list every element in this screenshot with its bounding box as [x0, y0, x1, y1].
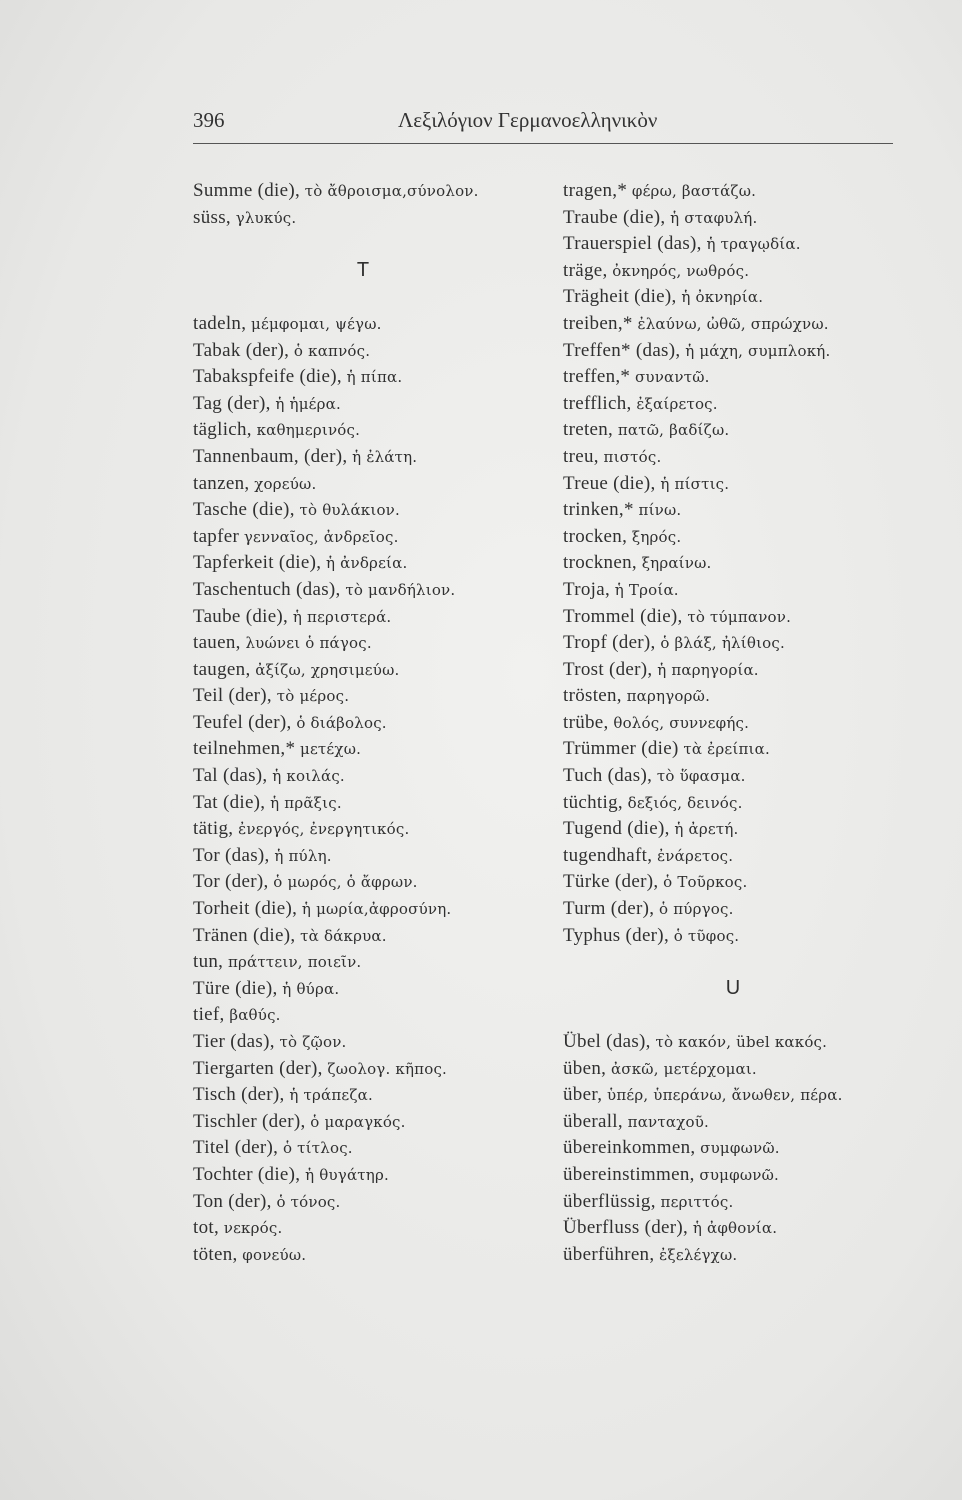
- german-headword: über,: [563, 1084, 603, 1106]
- greek-translation: ὀκνηρός, νωθρός.: [612, 261, 750, 280]
- greek-translation: ἡ μάχη, συμπλοκή.: [685, 341, 831, 360]
- greek-translation: τὸ ζῷον.: [279, 1033, 347, 1052]
- german-headword: tugendhaft,: [563, 844, 653, 866]
- dictionary-entry: [563, 497, 953, 524]
- dictionary-entry: [193, 1162, 553, 1189]
- greek-translation: ἐνεργός, ἐνεργητικός.: [238, 820, 410, 839]
- greek-translation: ἐνάρετος.: [657, 846, 734, 865]
- dictionary-entry: [193, 471, 553, 498]
- german-headword: Titel (der),: [193, 1137, 279, 1159]
- dictionary-entry: [563, 311, 953, 338]
- dictionary-entry: [193, 657, 553, 684]
- dictionary-entry: [563, 1215, 953, 1242]
- german-headword: Turm (der),: [563, 898, 655, 920]
- german-headword: übereinkommen,: [563, 1137, 696, 1159]
- dictionary-entry: [193, 1215, 553, 1242]
- dictionary-entry: [563, 869, 953, 896]
- german-headword: Überfluss (der),: [563, 1217, 689, 1239]
- dictionary-entry: [193, 1109, 553, 1136]
- dictionary-entry: [563, 577, 953, 604]
- greek-translation: τὸ ὕφασμα.: [656, 767, 746, 786]
- german-headword: täglich,: [193, 419, 252, 441]
- dictionary-entry: [193, 896, 553, 923]
- greek-translation: ἡ μωρία,ἀφροσύνη.: [301, 900, 452, 919]
- dictionary-entry: [563, 444, 953, 471]
- greek-translation: ὁ τῦφος.: [673, 926, 740, 945]
- german-headword: tüchtig,: [563, 791, 623, 813]
- dictionary-entry: [563, 683, 953, 710]
- german-headword: töten,: [193, 1243, 238, 1265]
- german-headword: Tränen (die),: [193, 924, 296, 946]
- german-headword: treffen,*: [563, 366, 631, 388]
- german-headword: tun,: [193, 951, 224, 973]
- dictionary-entry: [193, 497, 553, 524]
- german-headword: Tier (das),: [193, 1031, 275, 1053]
- dictionary-entry: [193, 205, 553, 232]
- header-rule: [193, 143, 893, 144]
- greek-translation: ἡ πίπα.: [346, 368, 403, 387]
- dictionary-entry: [193, 1029, 553, 1056]
- german-headword: Türe (die),: [193, 977, 278, 999]
- german-headword: Tat (die),: [193, 791, 266, 813]
- dictionary-entry: [193, 550, 553, 577]
- german-headword: trocknen,: [563, 552, 637, 574]
- greek-translation: ξηραίνω.: [641, 554, 712, 573]
- dictionary-entry: [193, 843, 553, 870]
- dictionary-entry: [563, 816, 953, 843]
- greek-translation: δεξιός, δεινός.: [627, 793, 743, 812]
- dictionary-entry: [563, 205, 953, 232]
- dictionary-entry: [563, 1082, 953, 1109]
- german-headword: tragen,*: [563, 180, 628, 201]
- german-headword: Tischler (der),: [193, 1110, 306, 1132]
- greek-translation: ὁ τίτλος.: [282, 1139, 353, 1158]
- german-headword: üben,: [563, 1057, 607, 1079]
- german-headword: Tasche (die),: [193, 499, 295, 521]
- greek-translation: πανταχοῦ.: [627, 1112, 709, 1131]
- dictionary-entry: [563, 258, 953, 285]
- dictionary-entry: [563, 524, 953, 551]
- dictionary-entry: [563, 710, 953, 737]
- dictionary-entry: [193, 604, 553, 631]
- dictionary-entry: [563, 1162, 953, 1189]
- dictionary-entry: [193, 1082, 553, 1109]
- greek-translation: ἡ Τροία.: [614, 580, 679, 599]
- greek-translation: ἐξαίρετος.: [636, 394, 718, 413]
- german-headword: tapfer: [193, 525, 240, 547]
- german-headword: treiben,*: [563, 312, 633, 334]
- greek-translation: ἡ ἐλάτη.: [352, 447, 418, 466]
- greek-translation: ἡ θύρα.: [282, 979, 340, 998]
- german-headword: Trümmer (die): [563, 738, 679, 760]
- dictionary-entry: [193, 338, 553, 365]
- greek-translation: ἐλαύνω, ὠθῶ, σπρώχνω.: [637, 314, 829, 333]
- greek-translation: φέρω, βαστάζω.: [631, 182, 757, 200]
- greek-translation: ἡ ἀφθονία.: [692, 1219, 778, 1238]
- greek-translation: ἡ ἡμέρα.: [275, 394, 341, 413]
- greek-translation: ἡ πίστις.: [660, 474, 730, 493]
- greek-translation: τὸ θυλάκιον.: [299, 501, 400, 520]
- german-headword: Tugend (die),: [563, 818, 670, 840]
- german-headword: Teil (der),: [193, 685, 272, 707]
- dictionary-entry: [563, 1029, 953, 1056]
- dictionary-entry: [563, 896, 953, 923]
- german-headword: Tabakspfeife (die),: [193, 366, 342, 388]
- dictionary-entry: [563, 630, 953, 657]
- german-headword: übereinstimmen,: [563, 1163, 695, 1185]
- greek-translation: μέμφομαι, ψέγω.: [251, 314, 382, 333]
- dictionary-entry: [193, 364, 553, 391]
- german-headword: tätig,: [193, 818, 234, 840]
- dictionary-entry: [193, 417, 553, 444]
- greek-translation: τὰ δάκρυα.: [300, 926, 387, 945]
- dictionary-entry: [193, 1002, 553, 1029]
- german-headword: treten,: [563, 419, 614, 441]
- dictionary-entry: [563, 364, 953, 391]
- german-headword: Tuch (das),: [563, 765, 653, 787]
- german-headword: trübe,: [563, 711, 609, 733]
- german-headword: Tapferkeit (die),: [193, 552, 322, 574]
- greek-translation: πατῶ, βαδίζω.: [617, 421, 730, 440]
- german-headword: Übel (das),: [563, 1031, 651, 1053]
- greek-translation: ἡ παρηγορία.: [657, 660, 759, 679]
- page-number: 396: [193, 108, 225, 132]
- german-headword: Treffen* (das),: [563, 339, 681, 361]
- german-headword: Traube (die),: [563, 206, 666, 228]
- dictionary-entry: [563, 391, 953, 418]
- german-headword: überall,: [563, 1110, 623, 1132]
- dictionary-entry: [193, 524, 553, 551]
- german-headword: tot,: [193, 1217, 220, 1239]
- greek-translation: ἡ πύλη.: [274, 846, 332, 865]
- dictionary-entry: [563, 231, 953, 258]
- dictionary-entry: [193, 1135, 553, 1162]
- greek-translation: ὁ Τοῦρκος.: [663, 873, 748, 892]
- greek-translation: βαθύς.: [229, 1006, 281, 1025]
- dictionary-entry: [563, 550, 953, 577]
- dictionary-entry: [193, 923, 553, 950]
- dictionary-entry: [563, 923, 953, 950]
- german-headword: überflüssig,: [563, 1190, 656, 1212]
- greek-translation: ἡ θυγάτηρ.: [305, 1165, 389, 1184]
- greek-translation: γλυκύς.: [235, 208, 297, 227]
- german-headword: tanzen,: [193, 472, 250, 494]
- greek-translation: ὁ τόνος.: [276, 1192, 341, 1211]
- running-title: Λεξιλόγιον Γερμανοελληνικὸν: [398, 108, 658, 132]
- german-headword: Tag (der),: [193, 392, 271, 414]
- dictionary-entry: [563, 284, 953, 311]
- greek-translation: συναντῶ.: [634, 368, 710, 387]
- greek-translation: ἡ ὀκνηρία.: [681, 288, 764, 307]
- greek-translation: τὸ μέρος.: [276, 687, 350, 706]
- dictionary-entry: [563, 338, 953, 365]
- dictionary-entry: [193, 1189, 553, 1216]
- german-headword: tauen,: [193, 632, 241, 654]
- german-headword: Tannenbaum, (der),: [193, 445, 348, 467]
- greek-translation: ἀξίζω, χρησιμεύω.: [255, 660, 400, 679]
- german-headword: Tisch (der),: [193, 1084, 285, 1106]
- section-letter: U: [725, 977, 741, 1000]
- german-headword: Trost (der),: [563, 658, 653, 680]
- dictionary-entry: [563, 1242, 953, 1269]
- greek-translation: ἡ σταφυλή.: [670, 208, 758, 227]
- greek-translation: ὁ καπνός.: [293, 341, 371, 360]
- dictionary-entry: [193, 311, 553, 338]
- dictionary-entry: [193, 178, 553, 205]
- german-headword: Troja,: [563, 578, 611, 600]
- left-column: [193, 178, 553, 1268]
- german-headword: Tochter (die),: [193, 1163, 301, 1185]
- german-headword: Trommel (die),: [563, 605, 683, 627]
- dictionary-entry: [563, 763, 953, 790]
- greek-translation: ἡ πρᾶξις.: [270, 793, 342, 812]
- greek-translation: περιττός.: [660, 1192, 734, 1211]
- german-headword: Teufel (der),: [193, 711, 292, 733]
- greek-translation: τὸ κακόν, übel κακός.: [655, 1033, 828, 1052]
- page-header: [193, 108, 888, 140]
- german-headword: Tal (das),: [193, 765, 268, 787]
- german-headword: überführen,: [563, 1243, 655, 1265]
- greek-translation: ἡ ἀνδρεία.: [326, 554, 408, 573]
- german-headword: Taschentuch (das),: [193, 578, 341, 600]
- german-headword: tadeln,: [193, 312, 247, 334]
- german-headword: Trägheit (die),: [563, 286, 677, 308]
- greek-translation: τὸ τύμπανον.: [687, 607, 792, 626]
- right-column: [563, 178, 953, 1268]
- greek-translation: συμφωνῶ.: [700, 1139, 780, 1158]
- german-headword: Typhus (der),: [563, 924, 669, 946]
- german-headword: Türke (der),: [563, 871, 659, 893]
- dictionary-entry: [193, 976, 553, 1003]
- dictionary-entry: [563, 1109, 953, 1136]
- greek-translation: ζωολογ. κῆπος.: [327, 1059, 448, 1078]
- greek-translation: ὁ πύργος.: [659, 900, 734, 919]
- dictionary-entry: [193, 683, 553, 710]
- greek-translation: συμφωνῶ.: [699, 1165, 779, 1184]
- section-letter: T: [356, 259, 370, 282]
- greek-translation: ἡ τραγῳδία.: [706, 235, 801, 254]
- german-headword: tief,: [193, 1004, 225, 1026]
- greek-translation: ἡ ἀρετή.: [674, 820, 739, 839]
- greek-translation: ἡ περιστερά.: [292, 607, 392, 626]
- dictionary-entry: [193, 1056, 553, 1083]
- dictionary-entry: [193, 1242, 553, 1269]
- dictionary-entry: [193, 736, 553, 763]
- greek-translation: παρηγορῶ.: [626, 687, 711, 706]
- greek-translation: τὸ μανδήλιον.: [345, 580, 456, 599]
- greek-translation: ἀσκῶ, μετέρχομαι.: [610, 1059, 757, 1078]
- greek-translation: ἡ τράπεζα.: [289, 1086, 373, 1105]
- german-headword: teilnehmen,*: [193, 738, 296, 760]
- dictionary-entry: [563, 1056, 953, 1083]
- german-headword: Trauerspiel (das),: [563, 233, 702, 255]
- german-headword: Ton (der),: [193, 1190, 272, 1212]
- greek-translation: γενναῖος, ἀνδρεῖος.: [243, 527, 399, 546]
- dictionary-entry: [563, 843, 953, 870]
- german-headword: trefflich,: [563, 392, 632, 414]
- german-headword: träge,: [563, 259, 608, 281]
- dictionary-entry: [563, 790, 953, 817]
- greek-translation: καθημερινός.: [256, 421, 361, 440]
- dictionary-entry: [563, 736, 953, 763]
- dictionary-entry: [193, 391, 553, 418]
- german-headword: Tropf (der),: [563, 632, 656, 654]
- german-headword: trocken,: [563, 525, 628, 547]
- dictionary-entry: [563, 417, 953, 444]
- greek-translation: τὸ ἄθροισμα,σύνολον.: [304, 182, 479, 200]
- german-headword: Torheit (die),: [193, 898, 298, 920]
- dictionary-entry: [563, 1135, 953, 1162]
- dictionary-entry: [193, 630, 553, 657]
- greek-translation: φονεύω.: [242, 1245, 307, 1264]
- german-headword: treu,: [563, 445, 599, 467]
- german-headword: Tor (das),: [193, 844, 270, 866]
- german-headword: Tabak (der),: [193, 339, 290, 361]
- greek-translation: πράττειν, ποιεῖν.: [227, 953, 362, 972]
- greek-translation: λυώνει ὁ πάγος.: [245, 634, 372, 653]
- greek-translation: θολός, συννεφής.: [613, 713, 750, 732]
- dictionary-entry: [193, 816, 553, 843]
- german-headword: Tiergarten (der),: [193, 1057, 323, 1079]
- greek-translation: ὁ μωρός, ὁ ἄφρων.: [273, 873, 418, 892]
- german-headword: Summe (die),: [193, 180, 301, 201]
- greek-translation: νεκρός.: [223, 1219, 283, 1238]
- greek-translation: ἡ κοιλάς.: [272, 767, 345, 786]
- german-headword: trösten,: [563, 685, 622, 707]
- greek-translation: χορεύω.: [254, 474, 317, 493]
- dictionary-entry: [193, 444, 553, 471]
- german-headword: Tor (der),: [193, 871, 269, 893]
- greek-translation: ἐξελέγχω.: [659, 1245, 738, 1264]
- greek-translation: ξηρός.: [631, 527, 682, 546]
- dictionary-entry: [193, 869, 553, 896]
- dictionary-entry: [193, 577, 553, 604]
- greek-translation: μετέχω.: [300, 740, 362, 759]
- greek-translation: πιστός.: [603, 447, 662, 466]
- dictionary-entry: [563, 471, 953, 498]
- dictionary-entry: [193, 710, 553, 737]
- dictionary-entry: [563, 657, 953, 684]
- greek-translation: ὁ μαραγκός.: [310, 1112, 406, 1131]
- dictionary-entry: [193, 790, 553, 817]
- dictionary-entry: [563, 1189, 953, 1216]
- dictionary-entry: [193, 763, 553, 790]
- greek-translation: ὁ βλάξ, ἠλίθιος.: [660, 634, 785, 653]
- greek-translation: ὁ διάβολος.: [296, 713, 387, 732]
- dictionary-entry: [563, 178, 953, 205]
- german-headword: trinken,*: [563, 499, 634, 521]
- german-headword: süss,: [193, 206, 231, 228]
- dictionary-entry: [193, 949, 553, 976]
- greek-translation: πίνω.: [638, 501, 682, 520]
- greek-translation: ὑπέρ, ὑπεράνω, ἄνωθεν, πέρα.: [607, 1086, 843, 1105]
- german-headword: Taube (die),: [193, 605, 289, 627]
- dictionary-entry: [563, 604, 953, 631]
- german-headword: taugen,: [193, 658, 251, 680]
- greek-translation: τὰ ἐρείπια.: [683, 740, 770, 759]
- german-headword: Treue (die),: [563, 472, 656, 494]
